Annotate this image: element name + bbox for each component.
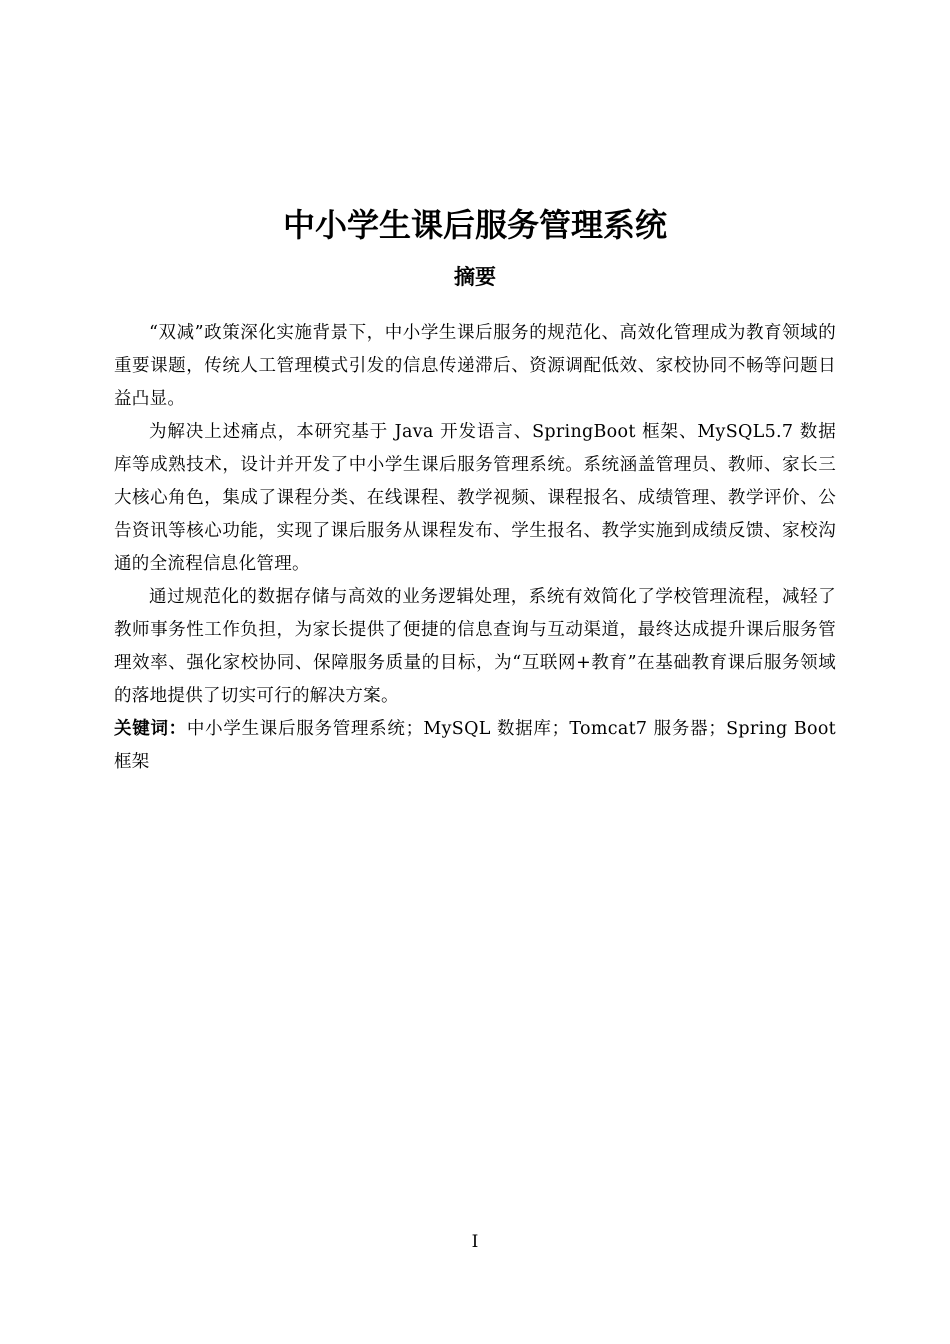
abstract-heading: 摘要 (454, 265, 496, 289)
page-number: I (471, 1232, 479, 1252)
keywords-label: 关键词： (114, 719, 187, 739)
abstract-paragraph-2: 为解决上述痛点，本研究基于 Java 开发语言、SpringBoot 框架、MySQL5.7 数据库等成熟技术，设计并开发了中小学生课后服务管理系统。系统涵盖管理员、教师、家长三大核心角色，集成了课程分类、在线课程、教学视频、课程报名、成绩管理、教学评价、公告资讯等核心功能，实现了课后服务从课程发布、学生报名、教学实施到成绩反馈、家校沟通的全流程信息化管理。 (114, 422, 836, 574)
abstract-paragraph-1: “双减”政策深化实施背景下，中小学生课后服务的规范化、高效化管理成为教育领域的重要课题，传统人工管理模式引发的信息传递滞后、资源调配低效、家校协同不畅等问题日益凸显。 (114, 323, 836, 409)
document-title: 中小学生课后服务管理系统 (282, 206, 667, 244)
abstract-body (114, 317, 836, 779)
keywords-text: 中小学生课后服务管理系统；MySQL 数据库；Tomcat7 服务器；Spring Boot 框架 (114, 719, 837, 772)
keywords-line (114, 713, 836, 779)
abstract-paragraph-3: 通过规范化的数据存储与高效的业务逻辑处理，系统有效简化了学校管理流程，减轻了教师事务性工作负担，为家长提供了便捷的信息查询与互动渠道，最终达成提升课后服务管理效率、强化家校协同、保障服务质量的目标，为“互联网+教育”在基础教育课后服务领域的落地提供了切实可行的解决方案。 (114, 587, 836, 706)
